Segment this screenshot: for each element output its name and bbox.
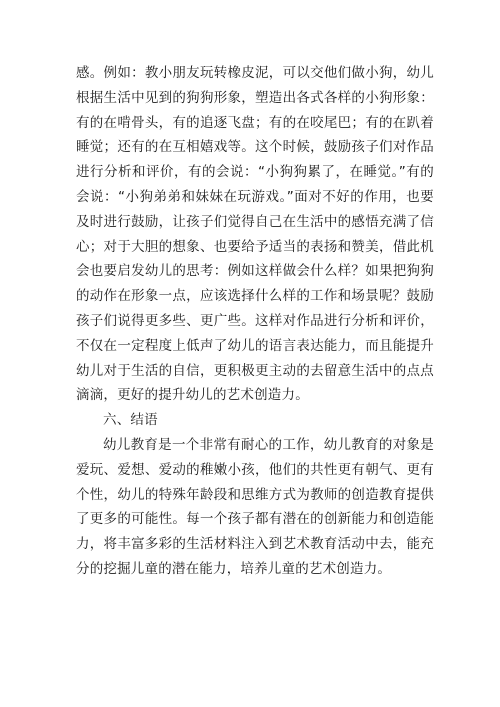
text-line: 幼儿对于生活的自信，更积极更主动的去留意生活中的点点 (76, 362, 434, 379)
text-line: 幼儿教育是一个非常有耐心的工作，幼儿教育的对象是 (103, 436, 434, 453)
text-line: 了更多的可能性。每一个孩子都有潜在的创新能力和创造能 (76, 511, 434, 528)
text-line: 有的在啃骨头，有的追逐飞盘；有的在咬尾巴；有的在趴着 (76, 114, 434, 131)
text-line: 进行分析和评价，有的会说：“小狗狗累了，在睡觉。”有的 (76, 164, 434, 181)
paragraph-examples (76, 61, 434, 408)
section-heading: 六、结语 (103, 412, 158, 429)
text-line: 心；对于大胆的想象、也要给予适当的表扬和赞美，借此机 (76, 238, 434, 255)
text-line: 及时进行鼓励，让孩子们觉得自己在生活中的感悟充满了信 (76, 213, 434, 230)
text-line: 滴滴，更好的提升幼儿的艺术创造力。 (76, 387, 309, 404)
document-body (76, 61, 434, 582)
text-line: 感。例如：教小朋友玩转橡皮泥，可以交他们做小狗，幼儿 (76, 65, 434, 81)
text-line: 爱玩、爱想、爱动的稚嫩小孩，他们的共性更有朝气、更有 (76, 461, 434, 478)
text-line: 不仅在一定程度上低声了幼儿的语言表达能力，而且能提升 (76, 337, 434, 354)
text-line: 力，将丰富多彩的生活材料注入到艺术教育活动中去，能充 (76, 536, 434, 553)
text-line: 分的挖掘儿童的潜在能力，培养儿童的艺术创造力。 (76, 560, 392, 577)
text-line: 会也要启发幼儿的思考：例如这样做会什么样？如果把狗狗 (76, 263, 434, 280)
text-line: 个性，幼儿的特殊年龄段和思维方式为教师的创造教育提供 (76, 486, 434, 503)
text-line: 会说：“小狗弟弟和妹妹在玩游戏。”面对不好的作用，也要 (76, 188, 434, 205)
text-line: 根据生活中见到的狗狗形象，塑造出各式各样的小狗形象： (76, 89, 434, 106)
paragraph-conclusion (76, 433, 434, 582)
text-line: 孩子们说得更多些、更广些。这样对作品进行分析和评价， (76, 312, 434, 329)
text-line: 睡觉；还有的在互相嬉戏等。这个时候，鼓励孩子们对作品 (76, 139, 434, 156)
text-line: 的动作在形象一点，应该选择什么样的工作和场景呢？鼓励 (76, 288, 434, 305)
